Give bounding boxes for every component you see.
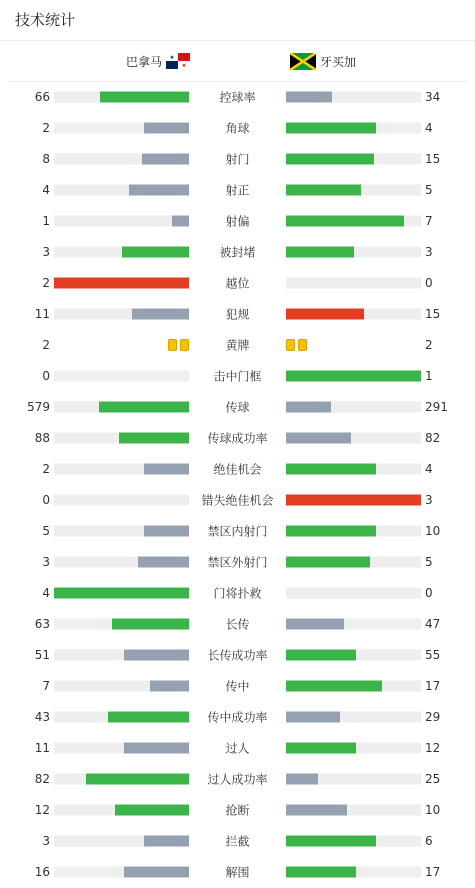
- away-bar-track: [286, 525, 421, 536]
- away-bar-fill: [286, 122, 376, 133]
- away-bar-fill: [286, 308, 364, 319]
- home-value: 2: [42, 337, 50, 352]
- away-bar-fill: [286, 866, 356, 877]
- home-bar-track: [54, 432, 189, 443]
- stat-row: [0, 453, 475, 484]
- home-value: 2: [42, 120, 50, 135]
- away-bar-fill: [286, 246, 354, 257]
- home-bar-fill: [144, 463, 189, 474]
- home-value: 51: [34, 647, 50, 662]
- away-value: 29: [425, 709, 441, 724]
- home-bar-fill: [142, 153, 189, 164]
- away-bar-track: [286, 773, 421, 784]
- away-bar-track: [286, 432, 421, 443]
- home-value: 579: [27, 399, 50, 414]
- away-value: 2: [425, 337, 433, 352]
- stat-row: [0, 236, 475, 267]
- stat-label: 过人: [225, 741, 250, 755]
- away-bar-fill: [286, 401, 331, 412]
- away-team-header: [290, 52, 356, 70]
- away-bar-track: [286, 401, 421, 412]
- home-bar-track: [54, 215, 189, 226]
- home-bar-track: [54, 680, 189, 691]
- away-yellow-cards: [286, 339, 307, 351]
- away-bar-fill: [286, 835, 376, 846]
- away-bar-fill: [286, 680, 382, 691]
- home-value: 66: [34, 89, 50, 104]
- stats-list: [0, 81, 475, 887]
- away-bar-track: [286, 742, 421, 753]
- stat-label: 禁区外射门: [207, 555, 268, 569]
- jamaica-flag-icon: [290, 53, 316, 70]
- stat-label: 错失绝佳机会: [201, 493, 274, 507]
- home-bar-fill: [150, 680, 189, 691]
- stat-label: 击中门框: [213, 369, 262, 383]
- stat-row: [0, 577, 475, 608]
- home-bar-track: [54, 122, 189, 133]
- stat-label: 射门: [225, 152, 250, 166]
- home-bar-fill: [144, 122, 189, 133]
- stat-label: 长传: [225, 617, 250, 631]
- away-bar-track: [286, 866, 421, 877]
- away-value: 7: [425, 213, 433, 228]
- away-value: 4: [425, 120, 433, 135]
- away-value: 3: [425, 492, 433, 507]
- home-bar-fill: [122, 246, 190, 257]
- away-bar-fill: [286, 463, 376, 474]
- away-bar-track: [286, 463, 421, 474]
- away-value: 6: [425, 833, 433, 848]
- away-value: 17: [425, 678, 441, 693]
- away-value: 5: [425, 554, 433, 569]
- away-bar-fill: [286, 742, 356, 753]
- panama-flag-icon: [166, 53, 190, 69]
- stat-row: [0, 298, 475, 329]
- away-value: 55: [425, 647, 441, 662]
- home-bar-fill: [54, 277, 189, 288]
- away-bar-fill: [286, 494, 421, 505]
- away-value: 34: [425, 89, 441, 104]
- yellow-card-icon: [286, 339, 295, 351]
- home-value: 63: [34, 616, 50, 631]
- home-bar-track: [54, 463, 189, 474]
- home-value: 11: [34, 306, 50, 321]
- away-bar-fill: [286, 153, 374, 164]
- away-bar-fill: [286, 804, 347, 815]
- away-bar-track: [286, 246, 421, 257]
- stat-row: [0, 81, 475, 112]
- home-value: 3: [42, 833, 50, 848]
- stat-label: 黄牌: [225, 338, 250, 352]
- home-bar-track: [54, 773, 189, 784]
- home-value: 3: [42, 554, 50, 569]
- away-bar-fill: [286, 773, 318, 784]
- home-value: 0: [42, 492, 50, 507]
- stat-label: 传中成功率: [207, 710, 268, 724]
- home-bar-fill: [99, 401, 189, 412]
- stat-label: 禁区内射门: [207, 524, 268, 538]
- home-bar-fill: [124, 649, 189, 660]
- stat-label: 过人成功率: [207, 772, 268, 786]
- home-bar-track: [54, 184, 189, 195]
- away-value: 47: [425, 616, 441, 631]
- away-bar-track: [286, 587, 421, 598]
- stat-row: [0, 670, 475, 701]
- home-bar-track: [54, 153, 189, 164]
- home-bar-fill: [144, 835, 189, 846]
- away-bar-fill: [286, 525, 376, 536]
- stat-label: 越位: [225, 276, 250, 290]
- home-value: 0: [42, 368, 50, 383]
- away-bar-fill: [286, 711, 340, 722]
- away-bar-fill: [286, 215, 404, 226]
- stat-row: [0, 267, 475, 298]
- stat-row: [0, 856, 475, 887]
- home-bar-fill: [54, 587, 189, 598]
- home-value: 2: [42, 461, 50, 476]
- away-bar-track: [286, 556, 421, 567]
- home-bar-track: [54, 804, 189, 815]
- home-bar-track: [54, 556, 189, 567]
- away-team-name: 牙买加: [320, 54, 357, 69]
- away-bar-fill: [286, 649, 356, 660]
- home-bar-track: [54, 370, 189, 381]
- home-value: 4: [42, 585, 50, 600]
- away-bar-fill: [286, 91, 332, 102]
- stat-row: [0, 174, 475, 205]
- away-bar-track: [286, 122, 421, 133]
- away-bar-track: [286, 835, 421, 846]
- home-value: 2: [42, 275, 50, 290]
- stat-row: [0, 422, 475, 453]
- stat-label: 犯规: [225, 307, 250, 321]
- away-bar-track: [286, 277, 421, 288]
- stat-label: 射偏: [225, 214, 250, 228]
- stat-row: [0, 143, 475, 174]
- home-bar-track: [54, 587, 189, 598]
- home-bar-track: [54, 246, 189, 257]
- stat-label: 被封堵: [219, 245, 256, 259]
- away-bar-fill: [286, 556, 370, 567]
- stat-label: 控球率: [219, 90, 256, 104]
- stat-label: 角球: [225, 121, 250, 135]
- home-bar-track: [54, 618, 189, 629]
- home-value: 16: [34, 864, 50, 879]
- stat-row: [0, 794, 475, 825]
- away-bar-track: [286, 649, 421, 660]
- stat-row: [0, 763, 475, 794]
- stat-label: 射正: [225, 183, 250, 197]
- home-team-header: [126, 52, 190, 70]
- home-bar-fill: [138, 556, 189, 567]
- home-bar-fill: [144, 525, 189, 536]
- stat-label: 传中: [225, 679, 250, 693]
- home-bar-track: [54, 308, 189, 319]
- home-bar-fill: [172, 215, 189, 226]
- away-value: 3: [425, 244, 433, 259]
- title-divider: [0, 40, 475, 41]
- stat-row: [0, 546, 475, 577]
- home-bar-fill: [100, 91, 189, 102]
- home-bar-fill: [124, 866, 189, 877]
- stat-row: [0, 329, 475, 360]
- stat-label: 门将扑救: [213, 586, 262, 600]
- yellow-card-icon: [168, 339, 177, 351]
- home-value: 4: [42, 182, 50, 197]
- home-value: 1: [42, 213, 50, 228]
- home-bar-track: [54, 91, 189, 102]
- away-bar-track: [286, 184, 421, 195]
- home-bar-fill: [86, 773, 189, 784]
- away-bar-track: [286, 215, 421, 226]
- away-value: 10: [425, 802, 441, 817]
- home-value: 8: [42, 151, 50, 166]
- away-value: 25: [425, 771, 441, 786]
- home-bar-fill: [129, 184, 189, 195]
- away-value: 291: [425, 399, 448, 414]
- stat-label: 绝佳机会: [213, 462, 262, 476]
- away-value: 17: [425, 864, 441, 879]
- stat-row: [0, 639, 475, 670]
- away-bar-track: [286, 153, 421, 164]
- stat-row: [0, 732, 475, 763]
- away-bar-track: [286, 711, 421, 722]
- home-yellow-cards: [168, 339, 189, 351]
- stat-row: [0, 391, 475, 422]
- home-bar-fill: [115, 804, 189, 815]
- home-value: 43: [34, 709, 50, 724]
- home-bar-track: [54, 494, 189, 505]
- away-value: 10: [425, 523, 441, 538]
- section-title: 技术统计: [15, 11, 76, 29]
- home-value: 7: [42, 678, 50, 693]
- stat-label: 抢断: [225, 803, 250, 817]
- home-bar-track: [54, 649, 189, 660]
- home-bar-track: [54, 525, 189, 536]
- away-bar-track: [286, 370, 421, 381]
- away-value: 15: [425, 151, 441, 166]
- away-value: 82: [425, 430, 441, 445]
- home-bar-fill: [132, 308, 189, 319]
- away-bar-fill: [286, 618, 344, 629]
- stat-row: [0, 484, 475, 515]
- stat-label: 传球: [225, 400, 250, 414]
- stat-row: [0, 608, 475, 639]
- home-bar-track: [54, 277, 189, 288]
- away-bar-track: [286, 494, 421, 505]
- away-bar-track: [286, 618, 421, 629]
- home-team-name: 巴拿马: [126, 54, 163, 69]
- away-value: 12: [425, 740, 441, 755]
- away-value: 1: [425, 368, 433, 383]
- stat-label: 解围: [225, 865, 250, 879]
- home-value: 5: [42, 523, 50, 538]
- yellow-card-icon: [298, 339, 307, 351]
- away-bar-track: [286, 308, 421, 319]
- home-bar-track: [54, 866, 189, 877]
- yellow-card-icon: [180, 339, 189, 351]
- home-bar-fill: [112, 618, 189, 629]
- away-bar-track: [286, 91, 421, 102]
- home-bar-fill: [124, 742, 189, 753]
- away-value: 0: [425, 275, 433, 290]
- away-bar-fill: [286, 184, 361, 195]
- home-bar-track: [54, 835, 189, 846]
- away-value: 0: [425, 585, 433, 600]
- stat-row: [0, 360, 475, 391]
- away-value: 4: [425, 461, 433, 476]
- away-bar-track: [286, 680, 421, 691]
- stat-label: 长传成功率: [207, 648, 268, 662]
- home-bar-track: [54, 742, 189, 753]
- away-value: 5: [425, 182, 433, 197]
- away-value: 15: [425, 306, 441, 321]
- stat-label: 拦截: [225, 834, 250, 848]
- home-value: 88: [34, 430, 50, 445]
- away-bar-fill: [286, 370, 421, 381]
- stat-row: [0, 112, 475, 143]
- home-bar-fill: [119, 432, 189, 443]
- away-bar-fill: [286, 432, 351, 443]
- home-bar-fill: [108, 711, 189, 722]
- stat-row: [0, 205, 475, 236]
- home-bar-track: [54, 711, 189, 722]
- away-bar-track: [286, 804, 421, 815]
- home-value: 82: [34, 771, 50, 786]
- stat-row: [0, 701, 475, 732]
- stat-row: [0, 515, 475, 546]
- stat-row: [0, 825, 475, 856]
- home-value: 12: [34, 802, 50, 817]
- stat-label: 传球成功率: [207, 431, 268, 445]
- home-value: 11: [34, 740, 50, 755]
- home-value: 3: [42, 244, 50, 259]
- home-bar-track: [54, 401, 189, 412]
